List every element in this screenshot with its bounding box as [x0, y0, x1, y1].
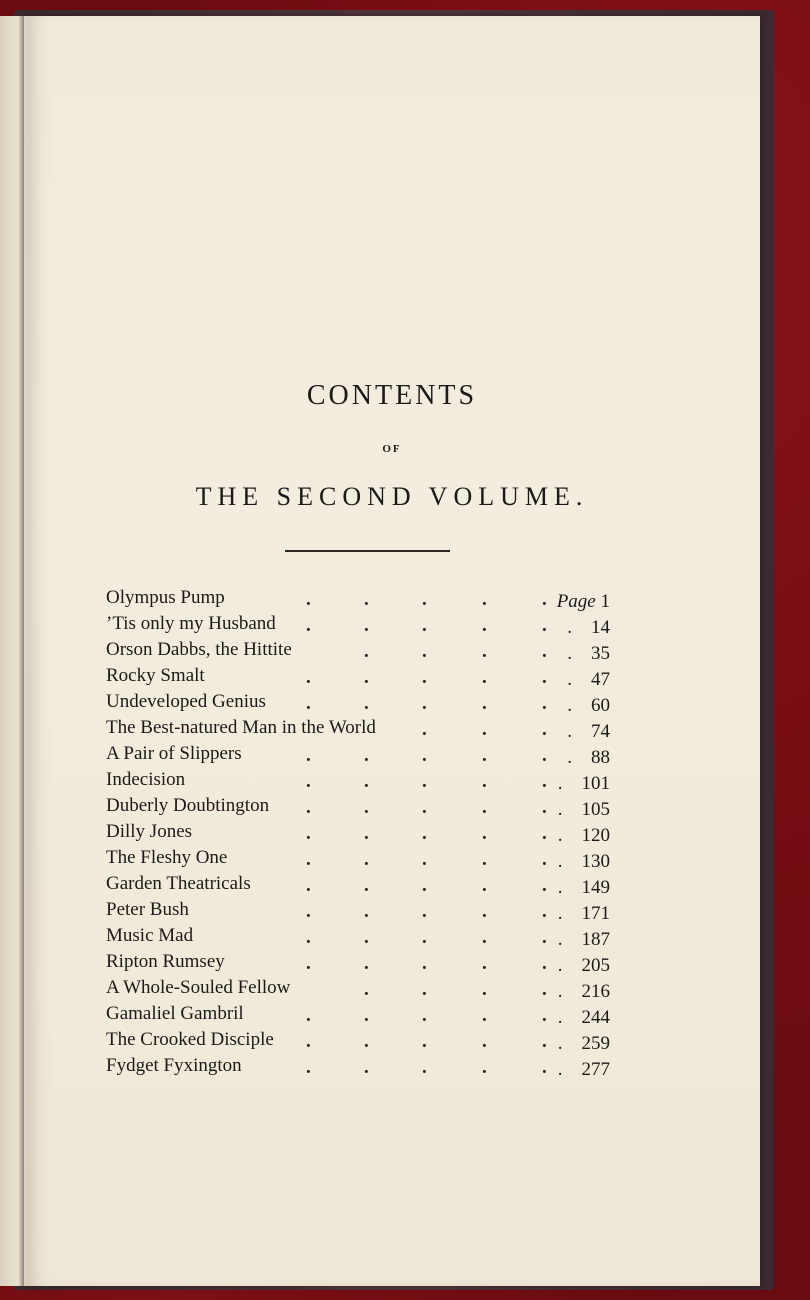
leader-dot: . [557, 1059, 582, 1080]
page-number: 259 [581, 1033, 610, 1054]
leader-dot: . [364, 1005, 369, 1026]
leader-dot: . [422, 849, 427, 870]
page-number: 1 [600, 591, 610, 612]
leader-dot: . [306, 589, 311, 610]
page-number: 88 [591, 747, 610, 768]
page-number: 101 [581, 773, 610, 794]
leader-dot: . [364, 901, 369, 922]
leader-dot: . [364, 771, 369, 792]
page-number: 244 [581, 1007, 610, 1028]
toc-entry [106, 741, 616, 767]
leader-dot: . [482, 693, 487, 714]
leader-dot: . [557, 903, 582, 924]
leader-dot: . [567, 721, 591, 742]
leader-dot: . [422, 901, 427, 922]
toc-entry-page [558, 1057, 610, 1083]
leader-dot: . [557, 1033, 582, 1054]
leader-dot: . [482, 823, 487, 844]
toc-entry-title: A Whole-Souled Fellow [106, 977, 291, 998]
page-number: 60 [591, 695, 610, 716]
leader-dot: . [306, 823, 311, 844]
toc-entry [106, 611, 616, 637]
page-number: 205 [581, 955, 610, 976]
toc-entry [106, 793, 616, 819]
toc-entry-title: Music Mad [106, 925, 194, 946]
toc-entry-title: Duberly Doubtington [106, 795, 270, 816]
toc-entry-title: Ripton Rumsey [106, 951, 225, 972]
leader-dot: . [422, 693, 427, 714]
leader-dot: . [482, 953, 487, 974]
leader-dot: . [482, 745, 487, 766]
toc-entry [106, 1053, 616, 1079]
leader-dot: . [422, 927, 427, 948]
leader-dot: . [306, 667, 311, 688]
page-gutter [0, 16, 30, 1286]
toc-entry-title: Garden Theatricals [106, 873, 251, 894]
page-number: 14 [591, 617, 610, 638]
leader-dot: . [482, 771, 487, 792]
leader-dot: . [557, 1007, 582, 1028]
toc-entry-title: A Pair of Slippers [106, 743, 242, 764]
page-number: 187 [581, 929, 610, 950]
leader-dot: . [567, 617, 591, 638]
leader-dot: . [542, 693, 547, 714]
leader-dot: . [364, 797, 369, 818]
leader-dot: . [482, 641, 487, 662]
toc-entry [106, 585, 616, 611]
leader-dot: . [364, 667, 369, 688]
leader-dot: . [482, 667, 487, 688]
toc-entry [106, 1001, 616, 1027]
leader-dot: . [306, 797, 311, 818]
leader-dot: . [482, 615, 487, 636]
toc-entry [106, 871, 616, 897]
leader-dot: . [306, 771, 311, 792]
toc-entry-title: Indecision [106, 769, 186, 790]
toc-entry-title: Undeveloped Genius [106, 691, 266, 712]
leader-dot: . [542, 953, 547, 974]
leader-dot: . [542, 901, 547, 922]
leader-dot: . [482, 797, 487, 818]
leader-dot: . [557, 773, 582, 794]
leader-dot: . [542, 771, 547, 792]
leader-dot: . [567, 669, 591, 690]
page-number: 216 [581, 981, 610, 1002]
toc-entry [106, 715, 616, 741]
leader-dot: . [306, 745, 311, 766]
leader-dot: . [542, 1031, 547, 1052]
leader-dot: . [306, 615, 311, 636]
leader-dot: . [542, 927, 547, 948]
leader-dot: . [306, 1031, 311, 1052]
leader-dot: . [422, 771, 427, 792]
table-of-contents [106, 585, 616, 1079]
leader-dot: . [482, 875, 487, 896]
leader-dot: . [422, 719, 427, 740]
toc-entry [106, 663, 616, 689]
toc-entry-title: Dilly Jones [106, 821, 193, 842]
toc-entry-title: Rocky Smalt [106, 665, 205, 686]
leader-dot: . [306, 953, 311, 974]
leader-dot: . [542, 745, 547, 766]
leader-dot: . [364, 953, 369, 974]
leader-dot: . [567, 747, 591, 768]
leader-dot: . [306, 875, 311, 896]
leader-dot: . [422, 615, 427, 636]
leader-dot: . [364, 693, 369, 714]
leader-dot: . [422, 589, 427, 610]
leader-dot: . [567, 695, 591, 716]
leader-dot: . [422, 745, 427, 766]
of-heading: OF [382, 443, 402, 455]
toc-entry [106, 897, 616, 923]
page-number: 277 [581, 1059, 610, 1080]
toc-entry [106, 949, 616, 975]
leader-dot: . [306, 901, 311, 922]
page-number: 130 [581, 851, 610, 872]
leader-dot: . [422, 979, 427, 1000]
leader-dot: . [482, 849, 487, 870]
leader-dot: . [422, 823, 427, 844]
leader-dot: . [542, 641, 547, 662]
leader-dot: . [422, 1057, 427, 1078]
leader-dot: . [306, 1005, 311, 1026]
page-number: 74 [591, 721, 610, 742]
leader-dot: . [422, 1031, 427, 1052]
leader-dot: . [542, 875, 547, 896]
leader-dot: . [364, 875, 369, 896]
page-number: 105 [581, 799, 610, 820]
leader-dot: . [364, 615, 369, 636]
leader-dot: . [422, 953, 427, 974]
leader-dot: . [557, 981, 582, 1002]
page-number: 47 [591, 669, 610, 690]
page-number: 35 [591, 643, 610, 664]
leader-dot: . [422, 797, 427, 818]
leader-dot: . [364, 849, 369, 870]
toc-entry-title: Peter Bush [106, 899, 189, 920]
leader-dot: . [542, 823, 547, 844]
leader-dot: . [557, 825, 582, 846]
toc-entry-title: The Best-natured Man in the World [106, 717, 376, 738]
toc-entry-title: The Crooked Disciple [106, 1029, 274, 1050]
toc-entry-title: Fydget Fyxington [106, 1055, 242, 1076]
leader-dot: . [482, 979, 487, 1000]
leader-dot: . [364, 927, 369, 948]
leader-dot: . [542, 797, 547, 818]
leader-dot: . [542, 615, 547, 636]
toc-entry [106, 845, 616, 871]
leader-dot: . [542, 1005, 547, 1026]
leader-dot: . [364, 745, 369, 766]
leader-dot: . [557, 799, 582, 820]
leader-dot: . [482, 927, 487, 948]
leader-dot: . [364, 979, 369, 1000]
leader-dot: . [306, 927, 311, 948]
leader-dot: . [542, 589, 547, 610]
leader-dot: . [364, 589, 369, 610]
page-number: 120 [581, 825, 610, 846]
toc-entry [106, 767, 616, 793]
leader-dot: . [364, 1031, 369, 1052]
toc-entry [106, 637, 616, 663]
leader-dot: . [306, 693, 311, 714]
leader-dot: . [482, 901, 487, 922]
leader-dot: . [482, 1005, 487, 1026]
leader-dot: . [557, 877, 582, 898]
page-number: 171 [581, 903, 610, 924]
leader-dot: . [542, 719, 547, 740]
leader-dot: . [364, 1057, 369, 1078]
leader-dot: . [557, 929, 582, 950]
leader-dot: . [422, 667, 427, 688]
toc-entry-title: Olympus Pump [106, 587, 225, 608]
leader-dot: . [422, 875, 427, 896]
leader-dot: . [422, 1005, 427, 1026]
leader-dot: . [542, 1057, 547, 1078]
heading-rule [285, 550, 450, 552]
leader-dot: . [542, 667, 547, 688]
leader-dot: . [364, 641, 369, 662]
leader-dot: . [482, 1031, 487, 1052]
leader-dot: . [482, 719, 487, 740]
leader-dot: . [542, 979, 547, 1000]
toc-entry-title: Orson Dabbs, the Hittite [106, 639, 292, 660]
toc-entry-title: Gamaliel Gambril [106, 1003, 244, 1024]
toc-entry [106, 819, 616, 845]
leader-dot: . [482, 1057, 487, 1078]
leader-dot: . [482, 589, 487, 610]
volume-heading: THE SECOND VOLUME. [195, 482, 589, 511]
page-number: 149 [581, 877, 610, 898]
toc-entry-title: ’Tis only my Husband [106, 613, 276, 634]
leader-dot: . [557, 955, 582, 976]
leader-dot: . [422, 641, 427, 662]
leader-dot: . [306, 1057, 311, 1078]
toc-entry-title: The Fleshy One [106, 847, 228, 868]
toc-entry [106, 1027, 616, 1053]
leader-dot: . [557, 851, 582, 872]
toc-entry [106, 689, 616, 715]
toc-entry [106, 923, 616, 949]
contents-heading: CONTENTS [306, 380, 478, 411]
leader-dot: . [567, 643, 591, 664]
leader-dot: . [364, 823, 369, 844]
page-prefix-label: Page [556, 591, 596, 612]
leader-dot: . [542, 849, 547, 870]
toc-entry [106, 975, 616, 1001]
leader-dot: . [306, 849, 311, 870]
